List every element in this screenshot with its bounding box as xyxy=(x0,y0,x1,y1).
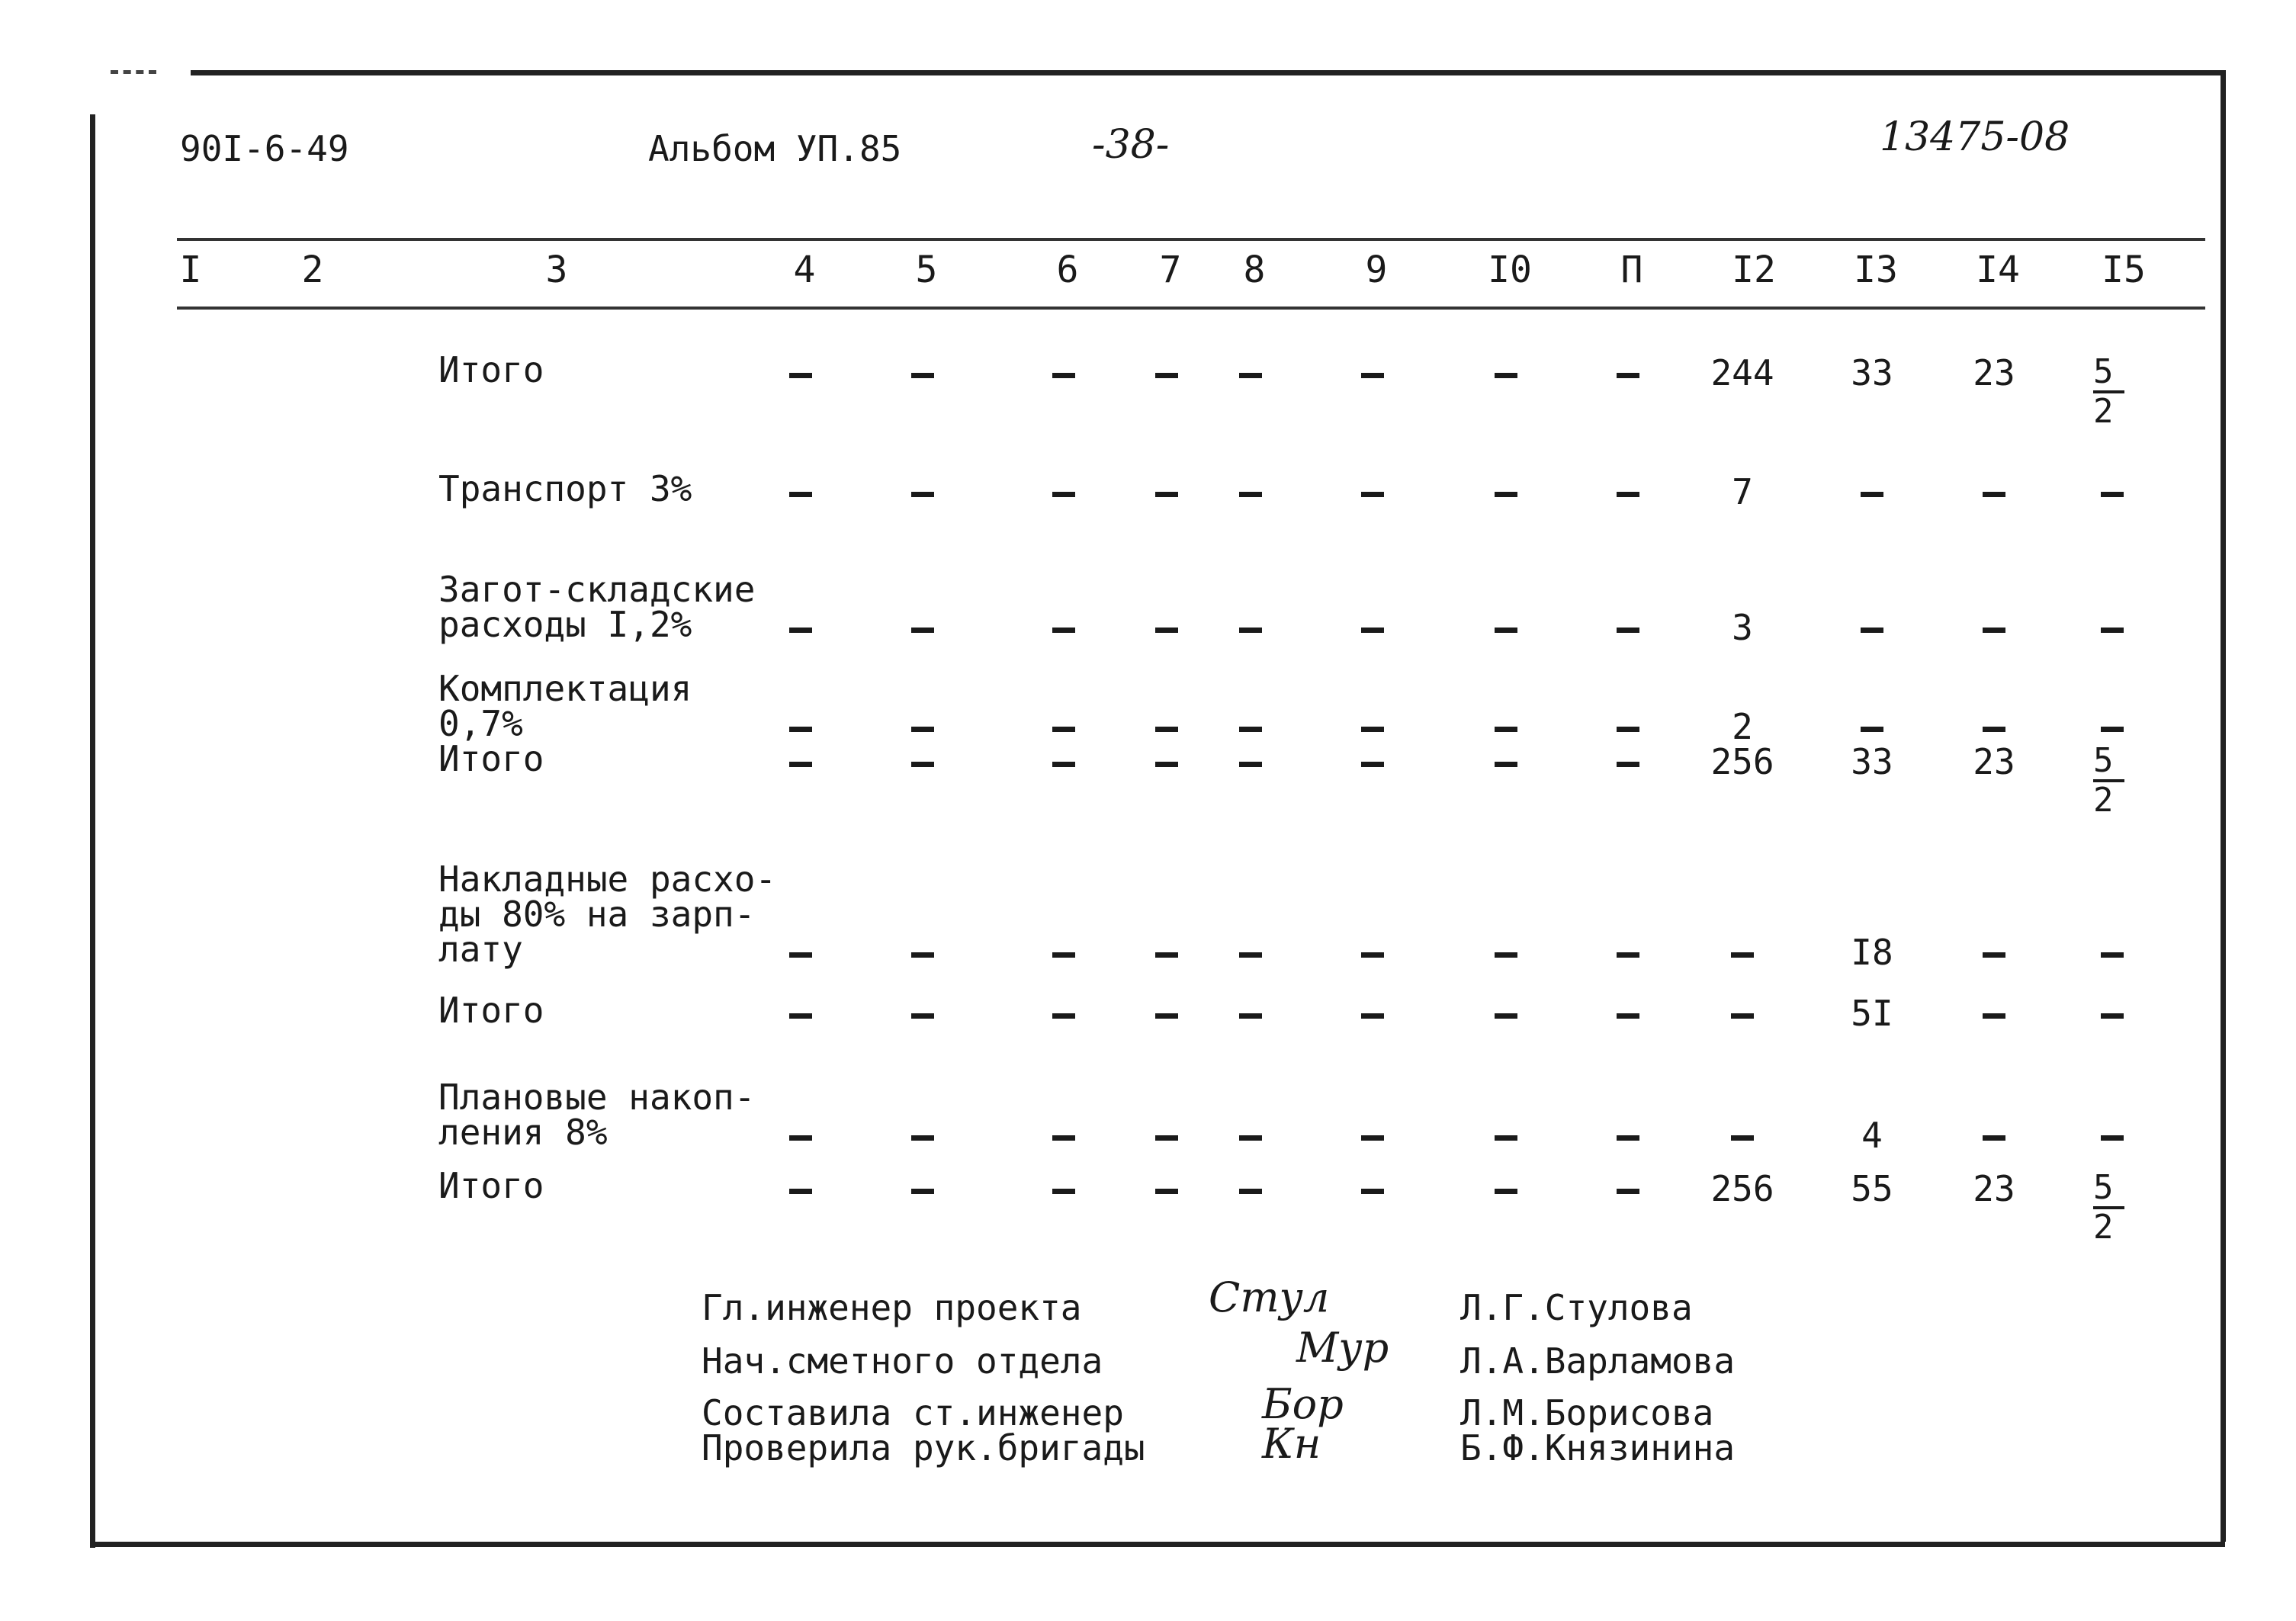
column-number: 5 xyxy=(915,249,938,291)
empty-cell-dash xyxy=(1331,741,1415,782)
signature-name: Л.М.Борисова xyxy=(1460,1392,1714,1433)
empty-cell-dash xyxy=(759,932,843,973)
empty-cell-dash xyxy=(1125,1115,1209,1156)
empty-cell-dash xyxy=(1125,471,1209,512)
column-number: I xyxy=(179,249,202,291)
value-cell-c12: 7 xyxy=(1732,471,1753,512)
fraction-denominator: 2 xyxy=(2093,1208,2114,1247)
value-cell-c14: 23 xyxy=(1973,1168,2015,1209)
fraction-numerator: 5 xyxy=(2093,743,2124,782)
row-label: Загот-складские расходы I,2% xyxy=(438,569,756,645)
empty-cell-dash xyxy=(881,352,965,393)
empty-cell-dash xyxy=(1700,993,1784,1034)
handwritten-signature-varlamova: Мур xyxy=(1296,1324,1389,1372)
value-cell-c13: 4 xyxy=(1861,1115,1883,1156)
empty-cell-dash xyxy=(881,471,965,512)
empty-cell-dash xyxy=(1464,471,1548,512)
value-cell-c13: I8 xyxy=(1851,932,1893,973)
row-label: Итого xyxy=(438,1165,544,1206)
frame-left-border xyxy=(90,114,95,1548)
value-cell-c12: 3 xyxy=(1732,607,1753,648)
column-number: 8 xyxy=(1243,249,1266,291)
handwritten-signature-borisova: Бор xyxy=(1262,1380,1344,1428)
column-number: I0 xyxy=(1488,249,1532,291)
empty-cell-dash xyxy=(1125,993,1209,1034)
empty-cell-dash xyxy=(1586,471,1670,512)
empty-cell-dash xyxy=(881,1115,965,1156)
column-number: П xyxy=(1620,249,1643,291)
empty-cell-dash xyxy=(2070,1115,2154,1156)
empty-cell-dash xyxy=(1331,993,1415,1034)
empty-cell-dash xyxy=(1952,471,2036,512)
value-cell-c13: 33 xyxy=(1851,352,1893,393)
signature-name: Л.А.Варламова xyxy=(1460,1340,1736,1382)
empty-cell-dash xyxy=(759,1115,843,1156)
empty-cell-dash xyxy=(1586,993,1670,1034)
value-cell-c12: 244 xyxy=(1710,352,1774,393)
empty-cell-dash xyxy=(881,607,965,648)
signature-position: Составила ст.инженер xyxy=(702,1392,1124,1433)
empty-cell-dash xyxy=(1464,1168,1548,1209)
empty-cell-dash xyxy=(1022,932,1106,973)
column-number: 2 xyxy=(301,249,324,291)
empty-cell-dash xyxy=(1125,352,1209,393)
row-label: Накладные расхо- ды 80% на зарп- лату xyxy=(438,859,777,970)
empty-cell-dash xyxy=(1209,471,1293,512)
empty-cell-dash xyxy=(759,993,843,1034)
empty-cell-dash xyxy=(2070,993,2154,1034)
empty-cell-dash xyxy=(1586,1168,1670,1209)
fraction-numerator: 5 xyxy=(2093,354,2124,393)
empty-cell-dash xyxy=(1700,1115,1784,1156)
value-cell-c13: 5I xyxy=(1851,993,1893,1034)
empty-cell-dash xyxy=(1125,607,1209,648)
album-label: Альбом УП.85 xyxy=(648,128,902,169)
empty-cell-dash xyxy=(1952,607,2036,648)
value-cell-c14: 23 xyxy=(1973,741,2015,782)
fraction-numerator: 5 xyxy=(2093,1170,2124,1209)
inventory-number: 13475-08 xyxy=(1880,114,2070,160)
empty-cell-dash xyxy=(1830,471,1914,512)
empty-cell-dash xyxy=(2070,471,2154,512)
value-cell-c13: 55 xyxy=(1851,1168,1893,1209)
empty-cell-dash xyxy=(1022,471,1106,512)
empty-cell-dash xyxy=(759,1168,843,1209)
empty-cell-dash xyxy=(1464,932,1548,973)
page-number: -38- xyxy=(1092,122,1170,168)
empty-cell-dash xyxy=(881,932,965,973)
row-label: Плановые накоп- ления 8% xyxy=(438,1077,756,1153)
empty-cell-dash xyxy=(1586,741,1670,782)
empty-cell-dash xyxy=(1209,993,1293,1034)
document-code: 90I-6-49 xyxy=(180,128,349,169)
empty-cell-dash xyxy=(1022,1168,1106,1209)
empty-cell-dash xyxy=(1464,993,1548,1034)
value-cell-c12: 2 xyxy=(1732,706,1753,747)
empty-cell-dash xyxy=(881,1168,965,1209)
empty-cell-dash xyxy=(1830,607,1914,648)
empty-cell-dash xyxy=(1022,352,1106,393)
empty-cell-dash xyxy=(1125,741,1209,782)
signature-name: Л.Г.Стулова xyxy=(1460,1287,1693,1328)
fraction-cell-c15 xyxy=(2093,743,2154,819)
empty-cell-dash xyxy=(1209,607,1293,648)
row-label: Итого xyxy=(438,738,544,779)
empty-cell-dash xyxy=(1209,932,1293,973)
fraction-cell-c15 xyxy=(2093,354,2154,430)
frame-right-border xyxy=(2221,70,2226,1542)
empty-cell-dash xyxy=(1022,1115,1106,1156)
column-number: I4 xyxy=(1976,249,2020,291)
empty-cell-dash xyxy=(759,471,843,512)
empty-cell-dash xyxy=(1331,1168,1415,1209)
empty-cell-dash xyxy=(1125,932,1209,973)
empty-cell-dash xyxy=(2070,607,2154,648)
empty-cell-dash xyxy=(1464,352,1548,393)
column-number: 9 xyxy=(1365,249,1388,291)
empty-cell-dash xyxy=(759,741,843,782)
column-number: I2 xyxy=(1732,249,1776,291)
empty-cell-dash xyxy=(1464,1115,1548,1156)
empty-cell-dash xyxy=(1586,607,1670,648)
empty-cell-dash xyxy=(881,993,965,1034)
signature-position: Нач.сметного отдела xyxy=(702,1340,1103,1382)
fraction-denominator: 2 xyxy=(2093,392,2114,431)
empty-cell-dash xyxy=(1464,741,1548,782)
row-label: Комплектация 0,7% xyxy=(438,668,692,744)
column-number: 3 xyxy=(545,249,568,291)
empty-cell-dash xyxy=(1125,1168,1209,1209)
empty-cell-dash xyxy=(1464,607,1548,648)
column-number: I3 xyxy=(1854,249,1898,291)
row-label: Итого xyxy=(438,990,544,1031)
frame-bottom-border xyxy=(90,1542,2225,1547)
empty-cell-dash xyxy=(1331,471,1415,512)
empty-cell-dash xyxy=(1022,607,1106,648)
column-header-top-rule xyxy=(177,238,2205,241)
empty-cell-dash xyxy=(1331,352,1415,393)
empty-cell-dash xyxy=(1331,1115,1415,1156)
empty-cell-dash xyxy=(1700,932,1784,973)
corner-mark xyxy=(111,70,156,74)
fraction-cell-c15 xyxy=(2093,1170,2154,1246)
signature-position: Гл.инженер проекта xyxy=(702,1287,1082,1328)
empty-cell-dash xyxy=(1209,1115,1293,1156)
handwritten-signature-knyazinina: Кн xyxy=(1262,1420,1321,1468)
row-label: Итого xyxy=(438,349,544,390)
empty-cell-dash xyxy=(1586,932,1670,973)
column-number: 4 xyxy=(793,249,816,291)
row-label: Транспорт 3% xyxy=(438,468,692,509)
value-cell-c13: 33 xyxy=(1851,741,1893,782)
column-header-bottom-rule xyxy=(177,307,2205,310)
fraction-denominator: 2 xyxy=(2093,781,2114,820)
column-number: 7 xyxy=(1159,249,1182,291)
empty-cell-dash xyxy=(1022,993,1106,1034)
empty-cell-dash xyxy=(881,741,965,782)
empty-cell-dash xyxy=(1952,932,2036,973)
empty-cell-dash xyxy=(1209,741,1293,782)
empty-cell-dash xyxy=(759,352,843,393)
value-cell-c12: 256 xyxy=(1710,1168,1774,1209)
value-cell-c14: 23 xyxy=(1973,352,2015,393)
empty-cell-dash xyxy=(1331,607,1415,648)
empty-cell-dash xyxy=(1209,352,1293,393)
empty-cell-dash xyxy=(1952,1115,2036,1156)
signature-position: Проверила рук.бригады xyxy=(702,1427,1145,1469)
empty-cell-dash xyxy=(1209,1168,1293,1209)
empty-cell-dash xyxy=(1022,741,1106,782)
column-number: I5 xyxy=(2102,249,2146,291)
empty-cell-dash xyxy=(1586,352,1670,393)
empty-cell-dash xyxy=(1952,993,2036,1034)
handwritten-signature-stulova: Стул xyxy=(1209,1273,1330,1321)
column-number: 6 xyxy=(1056,249,1079,291)
empty-cell-dash xyxy=(1331,932,1415,973)
frame-top-border xyxy=(191,70,2225,75)
empty-cell-dash xyxy=(2070,932,2154,973)
empty-cell-dash xyxy=(1586,1115,1670,1156)
value-cell-c12: 256 xyxy=(1710,741,1774,782)
signature-name: Б.Ф.Князинина xyxy=(1460,1427,1736,1469)
empty-cell-dash xyxy=(759,607,843,648)
